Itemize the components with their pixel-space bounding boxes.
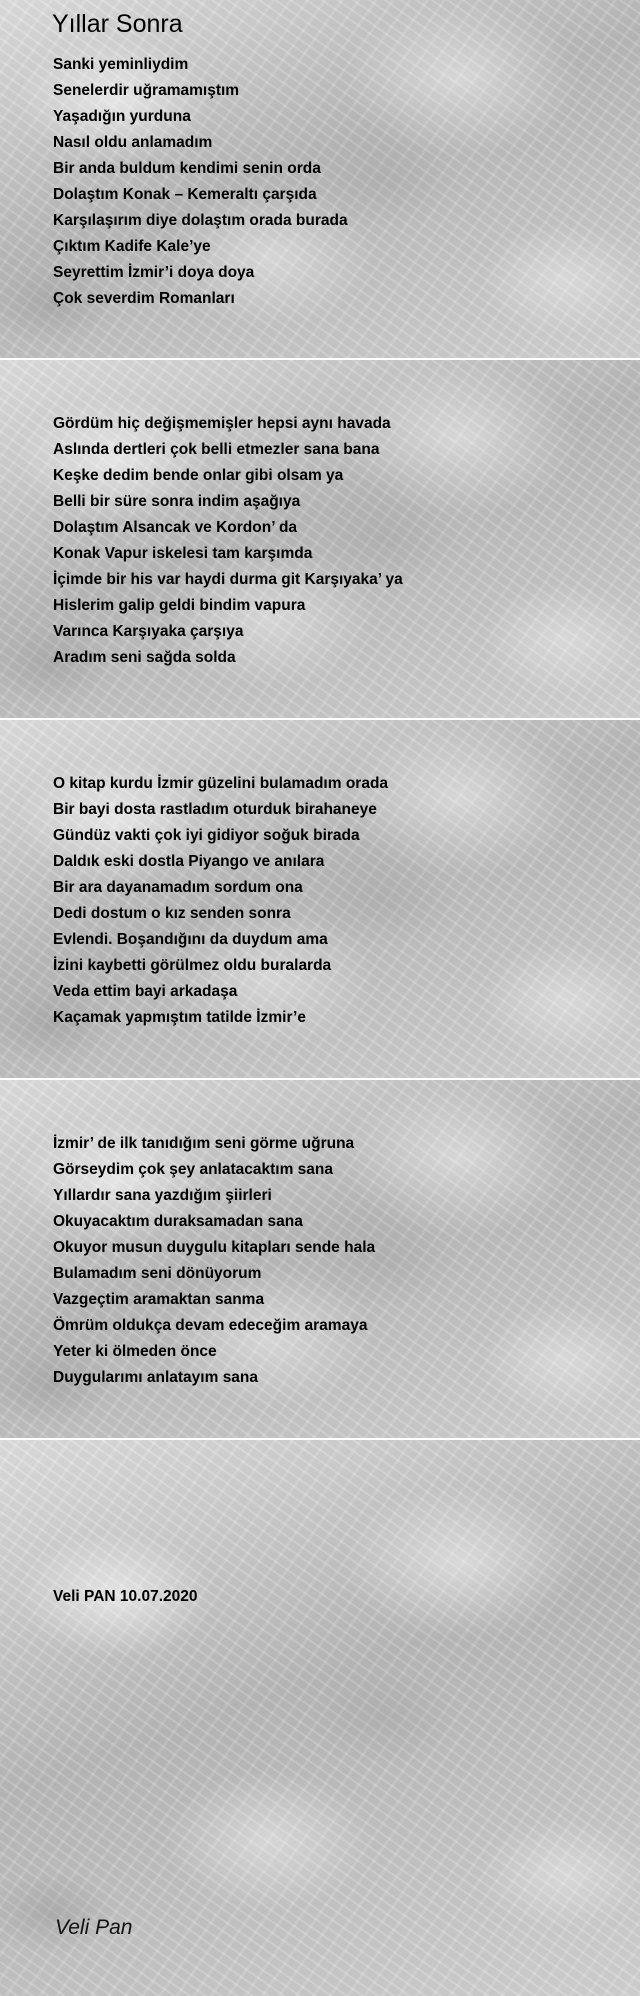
poem-line: Dedi dostum o kız senden sonra: [53, 905, 291, 922]
poem-panel-4: [0, 1080, 640, 1438]
poem-line: Bir ara dayanamadım sordum ona: [53, 879, 303, 896]
stanza-1: [53, 52, 348, 312]
stanza-4: [53, 1131, 375, 1391]
poem-line: Seyrettim İzmir’i doya doya: [53, 264, 255, 281]
poem-line: Okuyor musun duygulu kitapları sende hala: [53, 1239, 376, 1256]
poem-line: Veda ettim bayi arkadaşa: [53, 983, 238, 1000]
poem-line: Hislerim galip geldi bindim vapura: [53, 597, 306, 614]
poem-line: Dolaştım Konak – Kemeraltı çarşıda: [53, 186, 317, 203]
poem-line: Yaşadığın yurduna: [53, 108, 191, 125]
author-name: Veli Pan: [55, 1916, 133, 1939]
poem-line: İzini kaybetti görülmez oldu buralarda: [53, 957, 332, 974]
poem-signature: Veli PAN 10.07.2020: [53, 1588, 198, 1605]
poem-line: Aradım seni sağda solda: [53, 649, 236, 666]
poem-line: Bir anda buldum kendimi senin orda: [53, 160, 321, 177]
poem-panel-2: [0, 360, 640, 718]
poem-line: Duygularımı anlatayım sana: [53, 1369, 259, 1386]
poem-line: Okuyacaktım duraksamadan sana: [53, 1213, 303, 1230]
poem-line: Sanki yeminliydim: [53, 56, 189, 73]
poem-line: Daldık eski dostla Piyango ve anılara: [53, 853, 325, 870]
poem-line: Senelerdir uğramamıştım: [53, 82, 240, 99]
poem-line: Bulamadım seni dönüyorum: [53, 1265, 262, 1282]
poem-line: Gördüm hiç değişmemişler hepsi aynı havada: [53, 415, 391, 432]
poem-line: Ömrüm oldukça devam edeceğim aramaya: [53, 1317, 368, 1334]
poem-line: Karşılaşırım diye dolaştım orada burada: [53, 212, 348, 229]
poem-line: Evlendi. Boşandığını da duydum ama: [53, 931, 328, 948]
stanza-2: [53, 411, 403, 671]
poem-line: Keşke dedim bende onlar gibi olsam ya: [53, 467, 344, 484]
poem-line: Çok severdim Romanları: [53, 290, 235, 307]
poem-title: Yıllar Sonra: [52, 10, 183, 38]
poem-line: Kaçamak yapmıştım tatilde İzmir’e: [53, 1009, 306, 1026]
poem-line: Gündüz vakti çok iyi gidiyor soğuk birada: [53, 827, 360, 844]
poem-line: Nasıl oldu anlamadım: [53, 134, 213, 151]
poem-line: Vazgeçtim aramaktan sanma: [53, 1291, 265, 1308]
poem-line: İzmir’ de ilk tanıdığım seni görme uğruna: [53, 1135, 355, 1152]
poem-line: Yeter ki ölmeden önce: [53, 1343, 217, 1360]
poem-line: Bir bayi dosta rastladım oturduk birahaneye: [53, 801, 377, 818]
poem-panel-1: [0, 0, 640, 358]
poem-line: Görseydim çok şey anlatacaktım sana: [53, 1161, 334, 1178]
poem-line: Varınca Karşıyaka çarşıya: [53, 623, 244, 640]
poem-line: Dolaştım Alsancak ve Kordon’ da: [53, 519, 298, 536]
poem-line: O kitap kurdu İzmir güzelini bulamadım orada: [53, 775, 389, 792]
poem-line: Çıktım Kadife Kale’ye: [53, 238, 211, 255]
poem-line: İçimde bir his var haydi durma git Karşıyaka’ ya: [53, 571, 403, 588]
poem-line: Belli bir süre sonra indim aşağıya: [53, 493, 301, 510]
poem-line: Konak Vapur iskelesi tam karşımda: [53, 545, 313, 562]
poem-panel-5: [0, 1440, 640, 1996]
poem-line: Aslında dertleri çok belli etmezler sana bana: [53, 441, 380, 458]
stanza-3: [53, 771, 388, 1031]
poem-panel-3: [0, 720, 640, 1078]
poem-line: Yıllardır sana yazdığım şiirleri: [53, 1187, 272, 1204]
